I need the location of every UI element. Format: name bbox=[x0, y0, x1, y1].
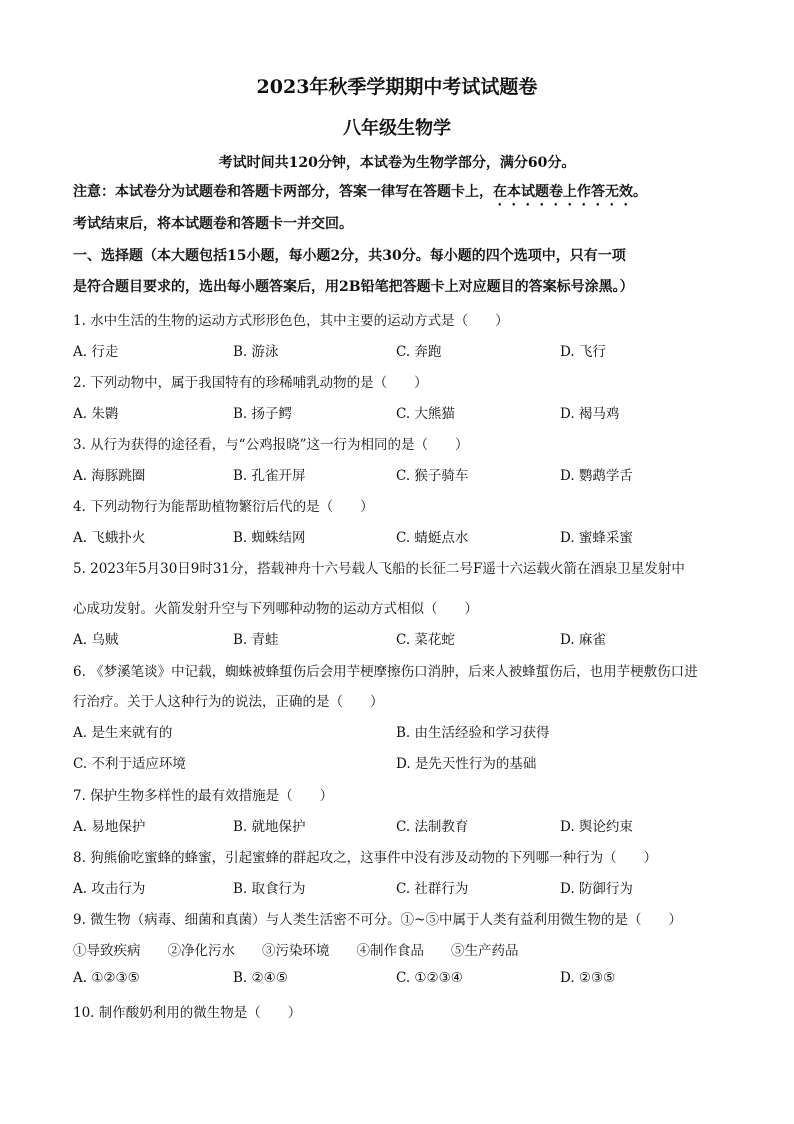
notice-suffix: 。 bbox=[633, 184, 647, 200]
question-5-option-a: A. 乌贼 bbox=[73, 632, 119, 648]
notice-text: 注意：本试卷分为试题卷和答题卡两部分，答案一律写在答题卡上， bbox=[73, 184, 493, 200]
question-1-option-b: B. 游泳 bbox=[233, 344, 279, 360]
question-6-stem: 6. 《梦溪笔谈》中记载，蜘蛛被蜂蜇伤后会用芋梗摩擦伤口消肿，后来人被蜂蜇伤后，也用芋梗敷伤口进 bbox=[73, 664, 698, 680]
question-4-stem: 4. 下列动物行为能帮助植物繁衍后代的是（ ） bbox=[73, 499, 374, 515]
question-8-option-d: D. 防御行为 bbox=[560, 881, 633, 897]
question-6-stem: 行治疗。关于人这种行为的说法，正确的是（ ） bbox=[73, 694, 384, 710]
question-5-option-d: D. 麻雀 bbox=[560, 632, 606, 648]
question-2-stem: 2. 下列动物中，属于我国特有的珍稀哺乳动物的是（ ） bbox=[73, 375, 428, 391]
question-1-option-a: A. 行走 bbox=[73, 344, 119, 360]
question-2-option-c: C. 大熊猫 bbox=[396, 406, 455, 422]
question-8-option-b: B. 取食行为 bbox=[233, 881, 306, 897]
question-3-stem: 3. 从行为获得的途径看，与“公鸡报晓”这一行为相同的是（ ） bbox=[73, 437, 469, 453]
question-6-option-c: C. 不利于适应环境 bbox=[73, 756, 186, 772]
question-1-option-c: C. 奔跑 bbox=[396, 344, 442, 360]
question-10-stem: 10. 制作酸奶利用的微生物是（ ） bbox=[73, 1005, 302, 1021]
section-heading-line-2: 是符合题目要求的，选出每小题答案后，用2B铅笔把答题卡上对应题目的答案标号涂黑。） bbox=[73, 279, 634, 295]
question-5-stem: 5. 2023年5月30日9时31分，搭载神舟十六号载人飞船的长征二号F遥十六运载火箭在酒泉卫星发射中 bbox=[73, 561, 685, 577]
question-2-option-b: B. 扬子鳄 bbox=[233, 406, 293, 422]
notice-line-1 bbox=[73, 181, 647, 209]
question-9-option-a: A. ①②③⑤ bbox=[73, 970, 140, 986]
question-8-option-a: A. 攻击行为 bbox=[73, 881, 146, 897]
question-4-option-a: A. 飞蛾扑火 bbox=[73, 530, 146, 546]
section-heading-line-1: 一、选择题（本大题包括15小题，每小题2分，共30分。每小题的四个选项中，只有一项 bbox=[73, 248, 626, 264]
exam-subtitle: 八年级生物学 bbox=[343, 118, 451, 139]
question-5-stem: 心成功发射。火箭发射升空与下列哪种动物的运动方式相似（ ） bbox=[73, 601, 478, 617]
question-8-stem: 8. 狗熊偷吃蜜蜂的蜂蜜，引起蜜蜂的群起攻之，这事件中没有涉及动物的下列哪一种行为（ ） bbox=[73, 850, 658, 866]
question-3-option-b: B. 孔雀开屏 bbox=[233, 468, 306, 484]
question-9-option-c: C. ①②③④ bbox=[396, 970, 463, 986]
exam-title: 2023年秋季学期期中考试试题卷 bbox=[256, 76, 538, 98]
question-8-option-c: C. 社群行为 bbox=[396, 881, 469, 897]
question-9-option-b: B. ②④⑤ bbox=[233, 970, 288, 986]
notice-emphasis: 在本试题卷上作答无效 bbox=[493, 184, 633, 200]
question-9-stem: ①导致疾病 ②净化污水 ③污染环境 ④制作食品 ⑤生产药品 bbox=[73, 943, 519, 959]
question-5-option-c: C. 菜花蛇 bbox=[396, 632, 455, 648]
question-6-option-a: A. 是生来就有的 bbox=[73, 725, 173, 741]
question-1-stem: 1. 水中生活的生物的运动方式形形色色，其中主要的运动方式是（ ） bbox=[73, 313, 509, 329]
question-3-option-c: C. 猴子骑车 bbox=[396, 468, 469, 484]
exam-info: 考试时间共120分钟，本试卷为生物学部分，满分60分。 bbox=[218, 155, 576, 171]
question-9-stem: 9. 微生物（病毒、细菌和真菌）与人类生活密不可分。①~⑤中属于人类有益利用微生物的是（ ） bbox=[73, 912, 682, 928]
question-2-option-a: A. 朱鹮 bbox=[73, 406, 119, 422]
question-6-option-b: B. 由生活经验和学习获得 bbox=[396, 725, 550, 741]
question-9-option-d: D. ②③⑤ bbox=[560, 970, 616, 986]
question-4-option-b: B. 蜘蛛结网 bbox=[233, 530, 306, 546]
question-2-option-d: D. 褐马鸡 bbox=[560, 406, 620, 422]
question-1-option-d: D. 飞行 bbox=[560, 344, 606, 360]
question-6-option-d: D. 是先天性行为的基础 bbox=[396, 756, 537, 772]
question-4-option-c: C. 蜻蜓点水 bbox=[396, 530, 469, 546]
question-7-stem: 7. 保护生物多样性的最有效措施是（ ） bbox=[73, 788, 334, 804]
question-4-option-d: D. 蜜蜂采蜜 bbox=[560, 530, 633, 546]
question-3-option-d: D. 鹦鹉学舌 bbox=[560, 468, 633, 484]
question-3-option-a: A. 海豚跳圈 bbox=[73, 468, 146, 484]
question-7-option-c: C. 法制教育 bbox=[396, 819, 469, 835]
question-5-option-b: B. 青蛙 bbox=[233, 632, 279, 648]
question-7-option-d: D. 舆论约束 bbox=[560, 819, 633, 835]
question-7-option-a: A. 易地保护 bbox=[73, 819, 146, 835]
notice-line-2: 考试结束后，将本试题卷和答题卡一并交回。 bbox=[73, 216, 353, 232]
question-7-option-b: B. 就地保护 bbox=[233, 819, 306, 835]
